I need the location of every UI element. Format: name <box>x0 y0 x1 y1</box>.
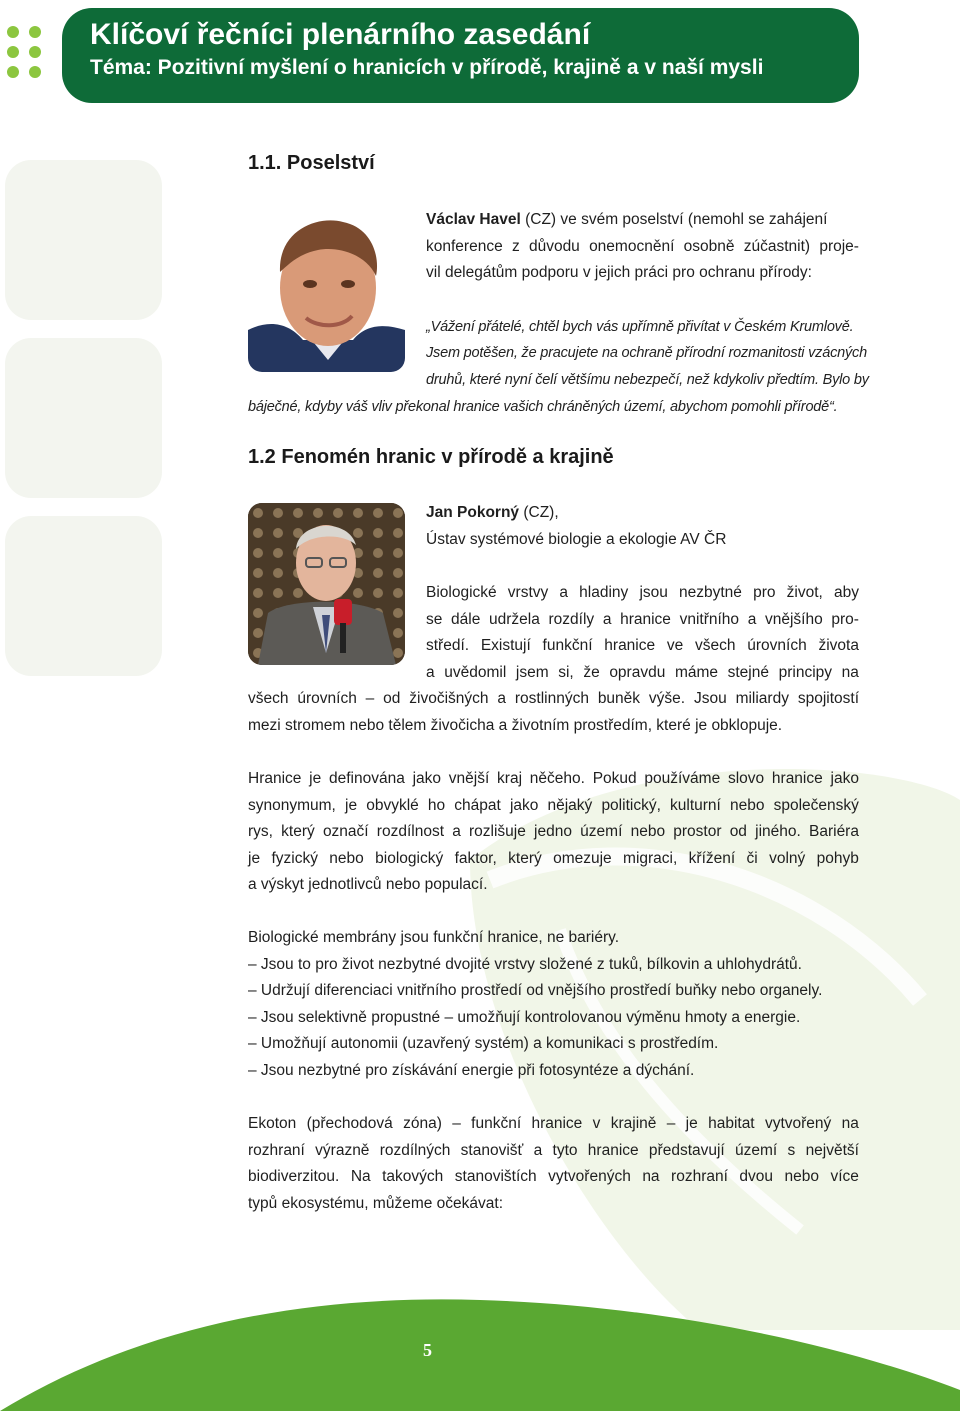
paragraph-line: středí. Existují funkční hranice ve všech úrovních života <box>426 637 859 654</box>
paragraph-ekoton <box>248 1111 859 1217</box>
paragraph-line: rys, který označí rozdílnost a rozlišuje jedno území nebo prostor od jiného. Bariéra <box>248 823 859 840</box>
list-intro: Biologické membrány jsou funkční hranice, ne bariéry. <box>248 929 620 946</box>
paragraph-line: mezi stromem nebo tělem živočicha a životním prostředím, které je obklopuje. <box>248 716 783 734</box>
intro-line: (CZ) ve svém poselství (nemohl se zahájení <box>520 211 828 228</box>
paragraph-line: a uvědomil jsem si, že opravdu máme stejné principy na <box>426 663 859 681</box>
paragraph-line: se dále udržela rozdíly a hranice vnitřního a vnějšího pro- <box>426 610 859 628</box>
paragraph-line: a výskyt jednotlivců nebo populací. <box>248 876 488 893</box>
speaker-country: (CZ), <box>519 504 559 521</box>
header-subtitle: Téma: Pozitivní myšlení o hranicích v přírodě, krajině a v naší mysli <box>90 56 764 79</box>
havel-quote-line: „Vážení přátelé, chtěl bych vás upřímně přivítat v Českém Krumlově. <box>426 319 854 335</box>
list-item: – Jsou to pro život nezbytné dvojité vrstvy složené z tuků, bílkovin a uhlohydrátů. <box>248 955 802 973</box>
paragraph-biologicke-vrstvy-cont <box>248 686 859 739</box>
section-heading-poselstvi: 1.1. Poselství <box>248 152 375 174</box>
list-item: – Jsou nezbytné pro získávání energie při fotosyntéze a dýchání. <box>248 1061 695 1079</box>
havel-quote-line: Jsem potěšen, že pracujete na ochraně přírodní rozmanitosti vzácných <box>426 345 867 361</box>
paragraph-hranice <box>248 766 859 899</box>
portrait-pokorny-photo <box>248 503 405 665</box>
paragraph-line: Biologické vrstvy a hladiny jsou nezbytné pro život, aby <box>426 584 859 601</box>
speaker-pokorny-line <box>426 500 559 527</box>
header-title: Klíčoví řečníci plenárního zasedání <box>90 18 591 51</box>
membranes-list <box>248 925 822 1084</box>
paragraph-line: biodiverzitou. Na takových stanovištích vytvořených na rozhraní dvou nebo více <box>248 1168 859 1185</box>
intro-line: vil delegátům podporu v jejich práci pro ochranu přírody: <box>426 264 812 281</box>
paragraph-biologicke-vrstvy <box>426 580 859 686</box>
paragraph-line: Ekoton (přechodová zóna) – funkční hranice v krajině – je habitat vytvořený na <box>248 1115 859 1132</box>
portrait-havel-photo <box>248 210 405 372</box>
paragraph-line: typů ekosystému, můžeme očekávat: <box>248 1194 504 1212</box>
speaker-name-pokorny: Jan Pokorný <box>426 504 520 521</box>
page-number: 5 <box>423 1340 432 1360</box>
list-item: – Udržují diferenciaci vnitřního prostředí od vnějšího prostředí buňky nebo organely. <box>248 982 823 999</box>
paragraph-line: rozhraní výrazně rozdílných stanovišť a tyto hranice představují území s největší <box>248 1141 859 1159</box>
list-item: – Umožňují autonomii (uzavřený systém) a komunikaci s prostředím. <box>248 1035 719 1052</box>
paragraph-line: synonymum, je obvyklé ho chápat jako nějaký politický, kulturní nebo společenský <box>248 796 859 814</box>
havel-quote-line: druhů, které nyní čelí většímu nebezpečí, než kdykoliv předtím. Bylo by <box>426 372 869 388</box>
list-item: – Jsou selektivně propustné – umožňují kontrolovanou výměnu hmoty a energie. <box>248 1008 801 1026</box>
havel-intro-paragraph <box>426 207 859 287</box>
speaker-affiliation: Ústav systémové biologie a ekologie AV ČR <box>426 531 727 548</box>
havel-quote-line: báječné, kdyby váš vliv překonal hranice vašich chráněných území, abychom pomohli přírodě“. <box>248 399 838 415</box>
intro-line: konference z důvodu onemocnění osobně zúčastnit) proje- <box>426 237 859 255</box>
paragraph-line: všech úrovních – od živočišných a rostlinných buněk výše. Jsou miliardy spojitostí <box>248 690 859 707</box>
paragraph-line: Hranice je definována jako vnější kraj něčeho. Pokud používáme slovo hranice jako <box>248 770 859 787</box>
paragraph-line: je fyzický nebo biologický faktor, který omezuje migraci, křížení či volný pohyb <box>248 849 859 867</box>
section-heading-fenomen: 1.2 Fenomén hranic v přírodě a krajině <box>248 446 614 468</box>
speaker-name-havel: Václav Havel <box>426 211 521 228</box>
